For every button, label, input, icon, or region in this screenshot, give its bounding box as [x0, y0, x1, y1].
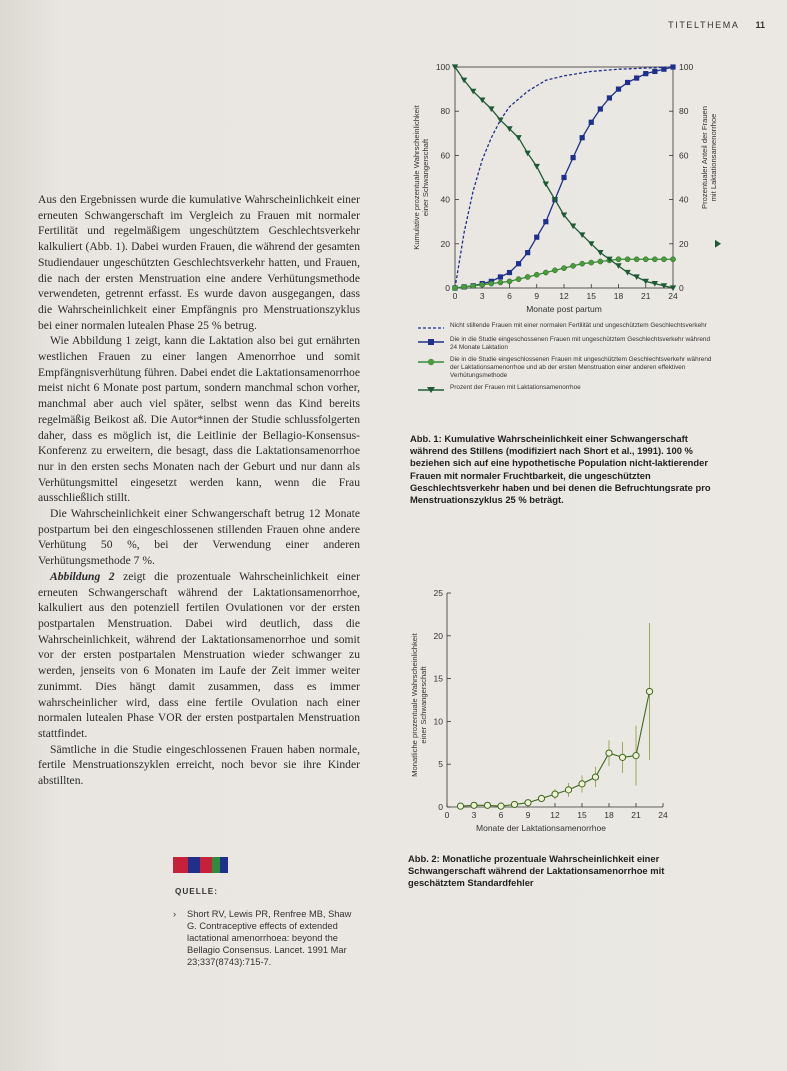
page-header [668, 20, 765, 30]
paragraph: Die Wahrscheinlichkeit einer Schwangerschaft betrug 12 Monate postpartum bei den eingeschlossenen stillenden Frauen ohne andere Verhütung 50 %, bei der Verwendung einer anderen Verhütungsmethode 7 %. [38, 507, 360, 568]
data-point [619, 754, 625, 760]
data-point [634, 75, 639, 80]
y-tick-label: 60 [440, 150, 450, 161]
legend-label: Prozent der Frauen mit Laktationsamenorrhoe [450, 384, 581, 391]
figure1-legend [418, 322, 718, 398]
data-point [452, 285, 457, 290]
data-point [511, 801, 517, 807]
x-tick-label: 12 [550, 810, 560, 820]
x-tick-label: 3 [479, 291, 485, 301]
data-point [598, 259, 603, 264]
color-swatch [212, 857, 220, 873]
data-point [515, 135, 521, 141]
data-point [552, 268, 557, 273]
y2-tick-label: 100 [679, 62, 694, 72]
legend-item [418, 356, 718, 380]
y-tick-label: 80 [440, 106, 450, 117]
color-swatch [188, 857, 200, 873]
data-point [471, 802, 477, 808]
data-point [543, 219, 548, 224]
data-point [534, 272, 539, 277]
page-number: 11 [755, 20, 765, 30]
legend-dashed-line-icon [418, 324, 444, 332]
x-tick-label: 0 [452, 291, 458, 301]
data-point [652, 257, 657, 262]
x-tick-label: 12 [559, 291, 569, 301]
paragraph: Aus den Ergebnissen wurde die kumulative Wahrscheinlichkeit einer erneuten Schwangerschaft im Vergleich zu Frauen mit normaler Fertilität und regelmäßigem ungeschütztem Geschlechtsverkehr kalkuliert (Abb. 1). Dabei wurden Frauen, die während der gesamten Studiendauer ungeschützten Geschlechtsverkehr hatten, und Frauen, die nach der ersten Menstruation eine andere Verhütungsmethode verwendeten, getrennt erfasst. Es wurde davon ausgegangen, dass die Wahrscheinlichkeit einer Empfängnis pro Menstruationszyklus bei einer normalen lutealen Phase 25 % betrug. [38, 193, 360, 332]
figure1-caption: Abb. 1: Kumulative Wahrscheinlichkeit einer Schwangerschaft während des Stillens (modifiziert nach Short et al., 1991). 100 % beziehen sich auf eine hypothetische Population nicht-laktierender Frauen mit normaler Fruchtbarkeit, die ungeschützten Geschlechtsverkehr haben und bei denen die Befruchtungsrate pro Menstruationszyklus 25 % beträgt. [410, 433, 711, 506]
y2-tick-label: 60 [679, 150, 689, 161]
data-point [624, 270, 630, 276]
x-tick-label: 6 [507, 291, 512, 301]
legend-square-marker-icon [418, 338, 444, 346]
data-point [457, 803, 463, 809]
data-point [589, 260, 594, 265]
color-swatch [173, 857, 188, 873]
x-tick-label: 18 [604, 810, 614, 820]
x-tick-label: 21 [631, 810, 641, 820]
data-point [661, 257, 666, 262]
reference-text: Short RV, Lewis PR, Renfree MB, Shaw G. Contraceptive effects of extended lactational amenorrhoea: beyond the Bellagio Consensus. Lancet. 1991 Mar 23;337(8743):715-7. [187, 909, 352, 967]
data-point [633, 274, 639, 280]
legend-label: Die in die Studie eingeschlossenen Frauen mit ungeschütztem Geschlechtsverkehr während der Laktationsamenorrhoe und ab der ersten Menstruation einer anderen effektiven Verhütungsmethode [450, 356, 712, 379]
data-point [507, 270, 512, 275]
source-reference [175, 908, 355, 968]
y-axis-label: Kumulative prozentuale Wahrscheinlichkeiteiner Schwangerschaft [412, 105, 430, 250]
data-point [543, 182, 549, 188]
y-tick-label: 0 [445, 283, 450, 293]
data-point [646, 688, 652, 694]
data-point [652, 69, 657, 74]
data-point [534, 164, 540, 170]
legend-label: Die in die Studie eingeschossenen Frauen mit ungeschütztem Geschlechtsverkehr während 24 Monate Laktation [450, 336, 711, 351]
x-tick-label: 21 [641, 291, 651, 301]
y-tick-label: 40 [440, 194, 450, 205]
x-tick-label: 24 [658, 810, 668, 820]
data-point [607, 95, 612, 100]
y-tick-label: 0 [438, 802, 443, 812]
paragraph: Sämtliche in die Studie eingeschlossenen Frauen haben normale, fertile Menstruationszyklen erreicht, noch bevor sie ihre Kinder abstillten. [38, 742, 360, 788]
triangle-axis-marker-icon [715, 240, 721, 248]
y2-tick-label: 0 [679, 283, 684, 293]
data-point [552, 791, 558, 797]
source-label: QUELLE: [175, 887, 218, 896]
data-point [592, 774, 598, 780]
data-point [570, 263, 575, 268]
y-tick-label: 20 [440, 238, 450, 249]
data-point [606, 750, 612, 756]
data-point [538, 795, 544, 801]
y2-tick-label: 80 [679, 106, 689, 117]
data-point [534, 235, 539, 240]
data-point [525, 800, 531, 806]
data-point [543, 270, 548, 275]
x-tick-label: 9 [525, 810, 531, 820]
y-tick-label: 10 [433, 716, 443, 727]
legend-triangle-marker-icon [418, 386, 444, 394]
figure2-chart [405, 585, 685, 840]
data-point [561, 266, 566, 271]
y-tick-label: 20 [433, 630, 443, 641]
color-swatch [220, 857, 228, 873]
section-title: TITELTHEMA [668, 20, 740, 30]
data-point [565, 787, 571, 793]
series-line [461, 691, 650, 806]
series-line [455, 259, 673, 288]
x-tick-label: 0 [444, 810, 450, 820]
legend-item [418, 336, 718, 352]
legend-circle-marker-icon [418, 358, 444, 366]
x-tick-label: 18 [613, 291, 624, 301]
data-point [525, 250, 530, 255]
data-point [525, 274, 530, 279]
data-point [616, 257, 621, 262]
color-swatch [200, 857, 212, 873]
data-point [516, 261, 521, 266]
data-point [484, 802, 490, 808]
data-point [625, 257, 630, 262]
data-point [498, 803, 504, 809]
data-point [670, 64, 675, 69]
x-axis-label: Monate post partum [526, 304, 602, 314]
data-point [507, 279, 512, 284]
paragraph-text: zeigt die prozentuale Wahrscheinlichkeit einer erneuten Schwangerschaft während der Laktationsamenorrhoe, kalkuliert aus den potenziell fertilen Ovulationen vor der ersten postpartalen Menstruation. Dabei wird deutlich, dass die Wahrscheinlichkeit, während der Laktationsamenorrhoe und somit vor der ersten postpartalen Menstruation wieder schwanger zu werden, jenseits von 6 Monaten im Laufe der Zeit immer weiter zunimmt. Dies hängt damit zusammen, dass es immer wahrscheinlicher wird, dass eine fertile Ovulation nach einer normalen lutealen Phase VOR der ersten postpartalen Menstruation stattfindet. [38, 569, 360, 740]
data-point [580, 135, 585, 140]
y2-tick-label: 40 [679, 194, 689, 205]
figure-reference: Abbildung 2 [50, 569, 115, 583]
y2-axis-label: Prozentualer Anteil der Frauenmit Laktationsamenorrhoe [700, 106, 718, 209]
figure1-chart [405, 52, 735, 320]
data-point [561, 175, 566, 180]
y-tick-label: 25 [433, 588, 443, 598]
data-point [633, 753, 639, 759]
x-tick-label: 15 [577, 810, 587, 820]
figure2-caption: Abb. 2: Monatliche prozentuale Wahrscheinlichkeit einer Schwangerschaft während der Laktationsamenorrhoe mit geschätztem Standardfehler [408, 853, 665, 889]
paragraph [38, 569, 360, 742]
legend-item [418, 322, 718, 332]
source-color-bar [173, 857, 228, 873]
data-point [643, 71, 648, 76]
y-tick-label: 100 [435, 62, 450, 72]
data-point [498, 274, 503, 279]
data-point [616, 87, 621, 92]
paragraph: Wie Abbildung 1 zeigt, kann die Laktation also bei gut ernährten westlichen Frauen zu einer langen Amenorrhoe und somit Empfängnisverhütung führen. Dabei endet die Laktationsamenorrhoe meist nicht 6 Monate post partum, sondern manchmal schon vorher, manchmal aber auch viel später, selbst wenn das Kind bereits regelmäßig Beikost aß. Die Autor*innen der Studie schlussfolgerten daher, dass es möglich ist, die Leitlinie der Bellagio-Konsensus-Konferenz zu erweitern, die besagt, dass die Laktationsamenorrhoe nur in den ersten sechs Monaten nach der Geburt und nur dann als Verhütungsmittel eingesetzt werden kann, wenn die Frau ausschließlich stillt. [38, 334, 360, 505]
chevron-right-icon: › [173, 909, 177, 919]
data-point [461, 284, 466, 289]
x-tick-label: 24 [668, 291, 678, 301]
legend-label: Nicht stillende Frauen mit einer normalen Fertilität und ungeschütztem Geschlechtsverkehr [450, 322, 707, 329]
x-tick-label: 6 [498, 810, 504, 820]
x-tick-label: 15 [586, 291, 596, 301]
data-point [661, 67, 666, 72]
legend-item [418, 384, 718, 394]
data-point [589, 120, 594, 125]
x-tick-label: 3 [471, 810, 477, 820]
data-point [498, 280, 503, 285]
data-point [643, 257, 648, 262]
x-tick-label: 9 [534, 291, 540, 301]
y-tick-label: 5 [438, 759, 443, 770]
data-point [598, 106, 603, 111]
data-point [480, 282, 485, 287]
y-axis-label: Monatliche prozentuale Wahrscheinlichkeiteiner Schwangerschaft [410, 633, 428, 777]
data-point [579, 781, 585, 787]
data-point [634, 257, 639, 262]
y-tick-label: 15 [433, 673, 443, 684]
data-point [570, 155, 575, 160]
y2-tick-label: 20 [679, 238, 689, 249]
data-point [625, 80, 630, 85]
data-point [670, 257, 675, 262]
article-body [38, 192, 360, 789]
data-point [516, 277, 521, 282]
data-point [580, 261, 585, 266]
x-axis-label: Monate der Laktationsamenorrhoe [476, 823, 606, 833]
data-point [471, 283, 476, 288]
data-point [489, 281, 494, 286]
